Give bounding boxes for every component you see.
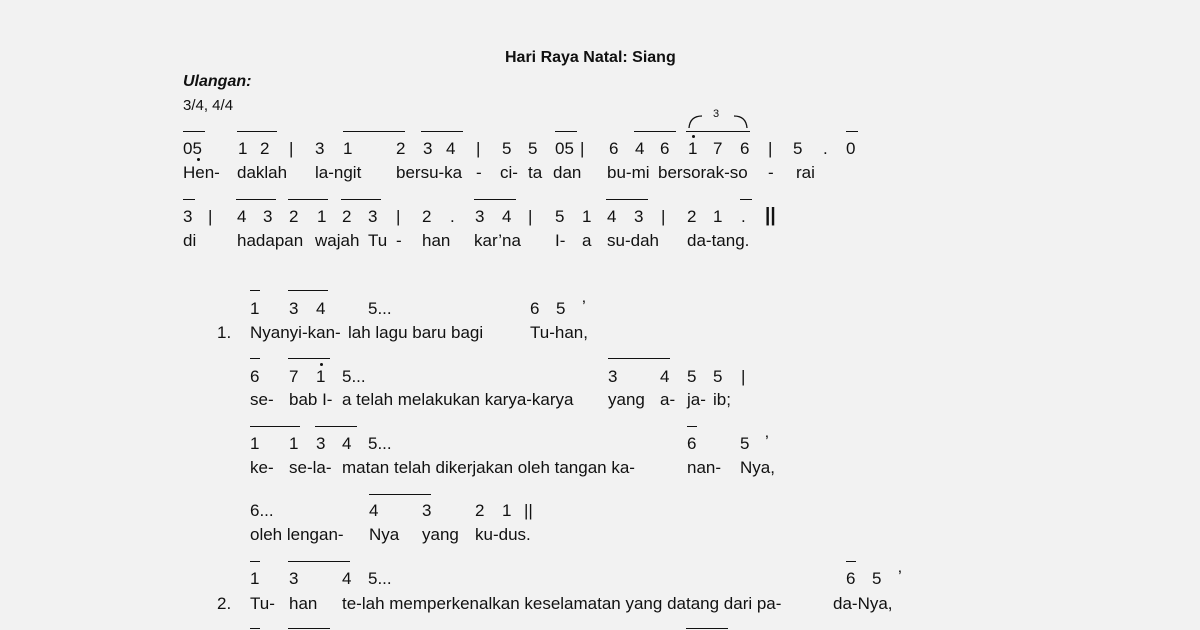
beam	[369, 494, 431, 495]
note: 1	[250, 299, 260, 318]
rest-dot: .	[823, 139, 828, 158]
beam	[288, 561, 350, 562]
lyric-syllable: daklah	[237, 163, 288, 182]
lyric-syllable: a-	[660, 390, 676, 409]
beam	[687, 426, 697, 427]
beam	[634, 131, 676, 132]
note: 3	[289, 299, 299, 318]
note: 1	[238, 139, 248, 158]
note: 5...	[368, 299, 392, 318]
beam	[686, 628, 728, 629]
song-title: Hari Raya Natal: Siang	[505, 49, 676, 66]
beam	[846, 561, 856, 562]
lyric-syllable: Tu-han,	[530, 323, 588, 342]
note: 2	[475, 501, 485, 520]
lyric-syllable: matan telah dikerjakan oleh tangan ka-	[342, 458, 635, 477]
final-bar-line: ||	[524, 501, 533, 520]
lyric-syllable: I-	[555, 231, 566, 250]
beam	[250, 628, 260, 629]
lyric-syllable: ib;	[713, 390, 731, 409]
beam	[315, 426, 357, 427]
beam	[608, 358, 670, 359]
rest-dot: .	[741, 207, 746, 226]
breath-mark: ’	[898, 567, 902, 586]
note: 6	[660, 139, 670, 158]
lyric-syllable: kar’na	[474, 231, 521, 250]
note: 0	[846, 139, 856, 158]
lyric-syllable: se-la-	[289, 458, 332, 477]
triplet-number: 3	[713, 108, 720, 120]
beam	[555, 131, 577, 132]
final-bar-line: ||	[765, 205, 776, 226]
note: 3	[315, 139, 325, 158]
note: 05	[555, 139, 574, 158]
note: 3	[316, 434, 326, 453]
lyric-syllable: nan-	[687, 458, 722, 477]
beam	[250, 290, 260, 291]
note: 5...	[342, 367, 366, 386]
note: 1	[502, 501, 512, 520]
lyric-syllable: dan	[553, 163, 582, 182]
lyric-syllable: di	[183, 231, 197, 250]
note: 5	[872, 569, 882, 588]
beam	[237, 131, 277, 132]
bar-line: |	[741, 367, 746, 386]
lyric-syllable: han	[422, 231, 451, 250]
lyric-syllable: Nya,	[740, 458, 775, 477]
lyric-syllable: se-	[250, 390, 274, 409]
note: 4	[502, 207, 512, 226]
lyric-syllable: bersorak-so	[658, 163, 748, 182]
note: 5	[556, 299, 566, 318]
note: 6	[250, 367, 260, 386]
beam	[183, 131, 205, 132]
beam	[421, 131, 463, 132]
note: 2	[289, 207, 299, 226]
note: 4	[342, 569, 352, 588]
note: 3	[475, 207, 485, 226]
note: 1	[713, 207, 723, 226]
note: 3	[368, 207, 378, 226]
lyric-syllable: lah lagu baru bagi	[348, 323, 484, 342]
bar-line: |	[208, 207, 213, 226]
beam	[288, 358, 330, 359]
bar-line: |	[396, 207, 401, 226]
bar-line: |	[580, 139, 585, 158]
note: 3	[634, 207, 644, 226]
lyric-syllable: Nyanyi-kan-	[250, 323, 341, 342]
lyric-syllable: oleh lengan-	[250, 525, 344, 544]
note: 6	[530, 299, 540, 318]
lyric-syllable: Tu-	[250, 594, 275, 613]
note: 1	[316, 367, 326, 386]
note: 2	[396, 139, 406, 158]
note: 3	[608, 367, 618, 386]
bar-line: |	[768, 139, 773, 158]
note: 2	[687, 207, 697, 226]
lyric-syllable: -	[396, 231, 402, 250]
note: 4	[342, 434, 352, 453]
beam	[474, 199, 516, 200]
lyric-syllable: la-ngit	[315, 163, 362, 182]
note: 1	[250, 569, 260, 588]
lyric-syllable: wajah	[315, 231, 360, 250]
note: 3	[183, 207, 193, 226]
note: 3	[289, 569, 299, 588]
upper-octave-dot	[320, 363, 323, 366]
note: 6	[846, 569, 856, 588]
note: 4	[446, 139, 456, 158]
note: 5...	[368, 434, 392, 453]
bar-line: |	[528, 207, 533, 226]
lyric-syllable: han	[289, 594, 318, 613]
breath-mark: ’	[765, 432, 769, 451]
beam	[236, 199, 276, 200]
note: 5	[502, 139, 512, 158]
bar-line: |	[476, 139, 481, 158]
lyric-syllable: yang	[608, 390, 645, 409]
note: 7	[713, 139, 723, 158]
lyric-syllable: rai	[796, 163, 815, 182]
note: 4	[607, 207, 617, 226]
lyric-syllable: -	[768, 163, 774, 182]
note: 4	[369, 501, 379, 520]
bar-line: |	[661, 207, 666, 226]
beam	[288, 290, 328, 291]
lyric-syllable: ta	[528, 163, 543, 182]
beam	[740, 199, 752, 200]
upper-octave-dot	[692, 135, 695, 138]
note: 5	[740, 434, 750, 453]
note: 4	[237, 207, 247, 226]
lower-octave-dot	[197, 158, 200, 161]
verse-number: 1.	[217, 323, 232, 342]
note: 05	[183, 139, 202, 158]
lyric-syllable: bab I-	[289, 390, 333, 409]
beam	[250, 561, 260, 562]
bar-line: |	[289, 139, 294, 158]
lyric-syllable: ci-	[500, 163, 518, 182]
note: 1	[250, 434, 260, 453]
lyric-syllable: a	[582, 231, 592, 250]
lyric-syllable: Nya	[369, 525, 400, 544]
lyric-syllable: hadapan	[237, 231, 304, 250]
note: 1	[688, 139, 698, 158]
lyric-syllable: bersu-ka	[396, 163, 463, 182]
beam	[250, 358, 260, 359]
section-label: Ulangan:	[183, 73, 252, 90]
rest-dot: .	[450, 207, 455, 226]
note: 5	[555, 207, 565, 226]
beam	[288, 199, 328, 200]
lyric-syllable: Tu	[368, 231, 388, 250]
note: 5	[528, 139, 538, 158]
beam	[846, 131, 858, 132]
lyric-syllable: su-dah	[607, 231, 659, 250]
note: 3	[263, 207, 273, 226]
lyric-syllable: da-Nya,	[833, 594, 893, 613]
beam	[686, 131, 750, 132]
lyric-syllable: bu-mi	[607, 163, 650, 182]
note: 2	[342, 207, 352, 226]
note: 3	[422, 501, 432, 520]
note: 1	[317, 207, 327, 226]
note: 4	[660, 367, 670, 386]
note: 5	[793, 139, 803, 158]
beam	[288, 628, 330, 629]
lyric-syllable: -	[476, 163, 482, 182]
note: 2	[422, 207, 432, 226]
beam	[183, 199, 195, 200]
note: 3	[423, 139, 433, 158]
note: 4	[635, 139, 645, 158]
meter-label: 3/4, 4/4	[183, 97, 234, 114]
beam	[606, 199, 648, 200]
note: 6	[687, 434, 697, 453]
note: 1	[582, 207, 592, 226]
note: 1	[343, 139, 353, 158]
note: 5	[687, 367, 697, 386]
lyric-syllable: Hen-	[183, 163, 220, 182]
verse-number: 2.	[217, 594, 232, 613]
note: 4	[316, 299, 326, 318]
note: 1	[289, 434, 299, 453]
lyric-syllable: ja-	[687, 390, 706, 409]
note: 2	[260, 139, 270, 158]
note: 5...	[368, 569, 392, 588]
lyric-syllable: a telah melakukan karya-karya	[342, 390, 574, 409]
note: 5	[713, 367, 723, 386]
beam	[343, 131, 405, 132]
note: 6...	[250, 501, 274, 520]
note: 6	[609, 139, 619, 158]
lyric-syllable: ku-dus.	[475, 525, 531, 544]
lyric-syllable: te-lah memperkenalkan keselamatan yang datang dari pa-	[342, 594, 782, 613]
note: 7	[289, 367, 299, 386]
beam	[250, 426, 300, 427]
lyric-syllable: ke-	[250, 458, 274, 477]
note: 6	[740, 139, 750, 158]
beam	[341, 199, 381, 200]
lyric-syllable: da-tang.	[687, 231, 750, 250]
lyric-syllable: yang	[422, 525, 459, 544]
breath-mark: ’	[582, 297, 586, 316]
